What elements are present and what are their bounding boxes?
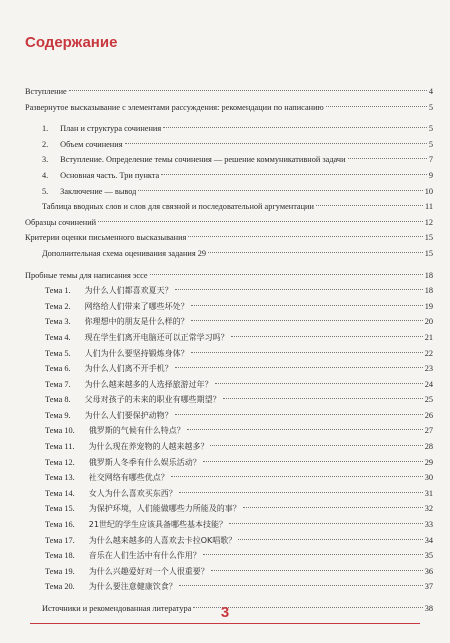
toc-entry-chinese-text: 为什么兴趣爱好对一个人很重要？: [88, 566, 209, 576]
toc-entry-page: 37: [424, 582, 433, 592]
toc-entry-page: 9: [428, 170, 433, 180]
toc-entry-label: [45, 455, 201, 471]
toc-entry[interactable]: [25, 246, 433, 262]
toc-entry-page: 11: [425, 202, 433, 212]
table-of-contents: [25, 84, 433, 617]
toc-entry-label: [45, 314, 189, 330]
toc-entry-page: 32: [424, 504, 433, 514]
toc-entry[interactable]: [25, 361, 433, 377]
toc-leader-dots: [187, 429, 423, 430]
toc-entry-number: 4.: [42, 170, 49, 180]
toc-entry-chinese-text: 社交网络有哪些优点？: [88, 473, 169, 483]
toc-entry[interactable]: [25, 152, 433, 168]
toc-entry-label: [45, 501, 241, 517]
toc-leader-dots: [208, 252, 423, 253]
toc-entry-page: 25: [424, 395, 433, 405]
toc-entry[interactable]: [25, 230, 433, 246]
toc-entry[interactable]: [25, 423, 433, 439]
toc-entry-label: [45, 346, 189, 362]
toc-entry-chinese-text: 音乐在人们生活中有什么作用？: [88, 551, 201, 561]
toc-entry-label: [45, 564, 209, 580]
toc-entry-page: 31: [424, 488, 433, 498]
toc-entry-chinese-text: 为保护环境，人们能做哪些力所能及的事？: [88, 504, 241, 514]
toc-leader-dots: [161, 174, 427, 175]
toc-entry-chinese-text: 为什么现在养宠物的人越来越多？: [88, 442, 209, 452]
toc-entry-chinese-text: 现在学生们离开电脑还可以正常学习吗？: [84, 332, 229, 342]
toc-entry[interactable]: [25, 408, 433, 424]
toc-leader-dots: [98, 221, 423, 222]
toc-entry[interactable]: [25, 470, 433, 486]
toc-entry-page: 4: [428, 87, 433, 96]
toc-entry[interactable]: [25, 268, 433, 284]
toc-entry-text: Таблица вводных слов и слов для связной и последовательной аргументации: [42, 202, 314, 212]
toc-entry-page: 26: [424, 410, 433, 420]
toc-entry-label: [45, 330, 229, 346]
toc-entry-number: Тема 16.: [45, 520, 75, 530]
toc-entry[interactable]: [25, 100, 433, 116]
toc-entry-chinese-text: 父母对孩子的未来的职业有哪些期望？: [84, 395, 221, 405]
toc-entry[interactable]: [25, 84, 433, 100]
toc-entry[interactable]: [25, 533, 433, 549]
toc-entry-text: План и структура сочинения: [60, 124, 162, 134]
toc-entry-text: Источники и рекомендованная литература: [42, 604, 192, 613]
toc-entry-text: Вступление. Определение темы сочинения — решение коммуникативной задачи: [60, 155, 346, 165]
page-number: 3: [220, 604, 230, 621]
toc-entry-number: Тема 2.: [45, 301, 71, 311]
toc-entry-number: Тема 19.: [45, 566, 75, 576]
toc-entry-number: Тема 3.: [45, 317, 71, 327]
toc-entry[interactable]: [25, 501, 433, 517]
toc-entry-number: Тема 1.: [45, 286, 71, 296]
toc-entry[interactable]: [25, 392, 433, 408]
toc-entry-text: Критерии оценки письменного высказывания: [25, 233, 187, 243]
toc-entry[interactable]: [25, 330, 433, 346]
toc-entry-text: Объем сочинения: [60, 139, 123, 149]
toc-entry[interactable]: [25, 517, 433, 533]
toc-entry-page: 19: [424, 301, 433, 311]
toc-entry-page: 5: [428, 139, 433, 149]
toc-entry-number: Тема 13.: [45, 473, 75, 483]
toc-entry[interactable]: [25, 299, 433, 315]
toc-entry-label: [25, 230, 186, 246]
toc-entry-page: 18: [424, 270, 433, 280]
toc-entry[interactable]: [25, 377, 433, 393]
toc-entry-number: Тема 15.: [45, 504, 75, 514]
toc-entry-label: [42, 121, 161, 137]
toc-entry-number: Тема 20.: [45, 582, 75, 592]
toc-leader-dots: [191, 352, 423, 353]
toc-entry-chinese-text: 网络给人们带来了哪些坏处？: [84, 301, 189, 311]
toc-entry-chinese-text: 人们为什么要坚持锻炼身体？: [84, 348, 189, 358]
toc-entry-page: 33: [424, 520, 433, 530]
toc-entry-label: [25, 268, 148, 284]
toc-entry[interactable]: [25, 579, 433, 595]
toc-entry[interactable]: [25, 137, 433, 153]
toc-entry-text: Дополнительная схема оценивания задания 29: [42, 248, 207, 258]
toc-entry[interactable]: [25, 439, 433, 455]
toc-entry-chinese-text: 为什么越来越多的人喜欢去卡拉OK唱歌？: [88, 535, 237, 545]
toc-entry-chinese-text: 女人为什么喜欢买东西？: [88, 488, 177, 498]
toc-entry-page: 36: [424, 566, 433, 576]
toc-entry[interactable]: [25, 283, 433, 299]
toc-leader-dots: [175, 289, 423, 290]
toc-entry-label: [42, 246, 206, 262]
toc-entry-label: [25, 84, 67, 100]
toc-entry-label: [45, 283, 173, 299]
toc-leader-dots: [229, 523, 423, 524]
toc-entry-page: 29: [424, 457, 433, 467]
toc-entry-page: 35: [424, 551, 433, 561]
toc-leader-dots: [138, 190, 422, 191]
toc-leader-dots: [210, 445, 422, 446]
toc-entry-number: Тема 10.: [45, 426, 75, 436]
toc-entry-label: [42, 199, 314, 215]
toc-entry-page: 23: [424, 364, 433, 374]
toc-entry-page: 18: [424, 286, 433, 296]
toc-leader-dots: [188, 236, 422, 237]
footer-rule: [30, 623, 420, 624]
toc-entry-chinese-text: 为什么人们都喜欢夏天？: [84, 286, 173, 296]
toc-entry-page: 34: [424, 535, 433, 545]
toc-entry-text: Заключение — вывод: [60, 186, 137, 196]
toc-leader-dots: [215, 383, 423, 384]
toc-entry-page: 30: [424, 473, 433, 483]
toc-entry-chinese-text: 你理想中的朋友是什么样的？: [84, 317, 189, 327]
toc-entry-label: [45, 377, 213, 393]
toc-leader-dots: [211, 570, 423, 571]
toc-entry[interactable]: [25, 121, 433, 137]
toc-entry-page: 5: [428, 124, 433, 134]
toc-entry-label: [45, 533, 236, 549]
toc-leader-dots: [191, 320, 423, 321]
toc-entry-page: 7: [428, 155, 433, 165]
toc-entry-label: [45, 470, 169, 486]
toc-entry-text: Пробные темы для написания эссе: [25, 270, 148, 280]
toc-entry-number: Тема 17.: [45, 535, 75, 545]
toc-leader-dots: [179, 585, 423, 586]
toc-leader-dots: [175, 367, 423, 368]
toc-entry-text: Развернутое высказывание с элементами рассуждения: рекомендации по написанию: [25, 102, 324, 112]
toc-entry-chinese-text: 21世纪的学生应该具备哪些基本技能？: [88, 520, 227, 530]
toc-entry-label: [42, 137, 123, 153]
toc-entry-label: [45, 579, 177, 595]
toc-entry[interactable]: [25, 184, 433, 200]
toc-entry[interactable]: [25, 346, 433, 362]
toc-entry-number: Тема 5.: [45, 348, 71, 358]
toc-entry-number: 1.: [42, 124, 49, 134]
toc-entry[interactable]: [25, 564, 433, 580]
toc-entry-page: 38: [424, 604, 433, 613]
toc-entry-chinese-text: 为什么要注意健康饮食？: [88, 582, 177, 592]
toc-leader-dots: [125, 143, 427, 144]
toc-leader-dots: [163, 127, 427, 128]
toc-entry[interactable]: [25, 215, 433, 231]
toc-entry-chinese-text: 俄罗斯人冬季有什么娱乐活动？: [88, 457, 201, 467]
toc-leader-dots: [316, 205, 423, 206]
toc-entry-label: [25, 100, 324, 116]
toc-entry-page: 12: [424, 217, 433, 227]
toc-leader-dots: [231, 336, 423, 337]
toc-entry-page: 15: [424, 233, 433, 243]
toc-entry-label: [42, 184, 136, 200]
toc-entry[interactable]: [25, 486, 433, 502]
toc-leader-dots: [348, 158, 427, 159]
toc-entry-label: [45, 548, 201, 564]
toc-entry-text: Основная часть. Три пункта: [60, 170, 160, 180]
toc-entry-label: [42, 168, 159, 184]
toc-entry-label: [45, 408, 173, 424]
toc-entry-number: 5.: [42, 186, 49, 196]
toc-leader-dots: [203, 461, 423, 462]
toc-entry-page: 28: [424, 442, 433, 452]
toc-entry-label: [45, 439, 208, 455]
toc-entry-number: Тема 11.: [45, 442, 75, 452]
toc-entry-number: Тема 14.: [45, 488, 75, 498]
toc-leader-dots: [175, 414, 423, 415]
toc-entry-label: [45, 423, 185, 439]
toc-leader-dots: [171, 476, 423, 477]
toc-leader-dots: [150, 274, 423, 275]
toc-leader-dots: [326, 106, 427, 107]
toc-entry-page: 24: [424, 379, 433, 389]
toc-entry-number: Тема 12.: [45, 457, 75, 467]
toc-entry[interactable]: [25, 199, 433, 215]
toc-entry-number: Тема 18.: [45, 551, 75, 561]
toc-entry[interactable]: [25, 455, 433, 471]
toc-entry-chinese-text: 为什么人们离不开手机？: [84, 364, 173, 374]
toc-entry-page: 22: [424, 348, 433, 358]
toc-entry-number: Тема 6.: [45, 364, 71, 374]
toc-entry-page: 15: [424, 248, 433, 258]
page-title: Содержание: [25, 34, 118, 51]
toc-leader-dots: [243, 507, 423, 508]
toc-entry-number: Тема 7.: [45, 379, 71, 389]
toc-entry[interactable]: [25, 548, 433, 564]
toc-leader-dots: [223, 398, 423, 399]
toc-entry-label: [45, 486, 177, 502]
toc-entry-page: 10: [424, 186, 433, 196]
toc-entry-page: 5: [428, 102, 433, 112]
toc-entry-number: Тема 4.: [45, 332, 71, 342]
toc-entry-number: Тема 8.: [45, 395, 71, 405]
toc-entry-chinese-text: 为什么越来越多的人选择旅游过年？: [84, 379, 213, 389]
toc-leader-dots: [191, 305, 423, 306]
toc-leader-dots: [238, 539, 422, 540]
toc-entry-chinese-text: 为什么人们要保护动物？: [84, 410, 173, 420]
toc-entry-page: 27: [424, 426, 433, 436]
toc-entry-page: 20: [424, 317, 433, 327]
toc-entry-label: [42, 152, 346, 168]
toc-entry-label: [45, 392, 221, 408]
toc-entry-number: 3.: [42, 155, 49, 165]
toc-leader-dots: [203, 554, 423, 555]
toc-entry-label: [25, 215, 96, 231]
toc-entry-text: Вступление: [25, 87, 67, 96]
toc-entry[interactable]: [25, 314, 433, 330]
toc-entry-number: Тема 9.: [45, 410, 71, 420]
toc-leader-dots: [179, 492, 423, 493]
toc-entry-page: 21: [424, 332, 433, 342]
toc-entry-label: [45, 361, 173, 377]
toc-entry-chinese-text: 俄罗斯的气候有什么特点？: [88, 426, 185, 436]
toc-entry-label: [45, 517, 227, 533]
toc-entry[interactable]: [25, 168, 433, 184]
toc-leader-dots: [69, 90, 427, 91]
toc-entry-text: Образцы сочинений: [25, 217, 97, 227]
toc-entry-label: [45, 299, 189, 315]
toc-entry-number: 2.: [42, 139, 49, 149]
